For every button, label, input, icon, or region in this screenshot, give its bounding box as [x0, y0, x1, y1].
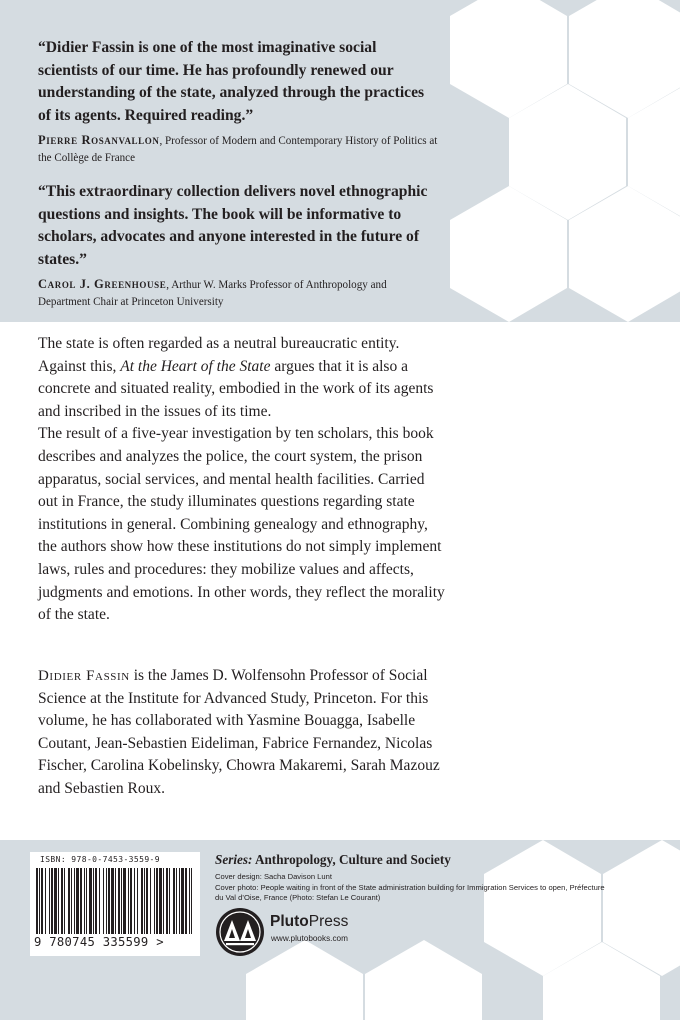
- barcode-bar: [106, 868, 107, 934]
- book-description: [38, 333, 448, 627]
- barcode-bar: [64, 868, 65, 934]
- barcode-bar: [163, 868, 164, 934]
- barcode-bar: [189, 868, 190, 934]
- barcode-bar: [61, 868, 63, 934]
- barcode-bar: [108, 868, 110, 934]
- barcode-bar: [111, 868, 114, 934]
- quote-author: Carol J. Greenhouse: [38, 277, 167, 291]
- publisher-name-bold: Pluto: [270, 913, 309, 930]
- barcode-bar: [141, 868, 143, 934]
- author-bio: [38, 665, 448, 801]
- barcode-bar: [159, 868, 162, 934]
- barcode-bar: [99, 868, 100, 934]
- barcode-bar: [123, 868, 126, 934]
- barcode-bar: [93, 868, 94, 934]
- barcode-bar: [51, 868, 53, 934]
- publisher-url: www.plutobooks.com: [271, 934, 348, 943]
- quote-affiliation: , Arthur W. Marks Professor of Anthropology and Department Chair at Princeton University: [38, 279, 387, 308]
- barcode-bar: [36, 868, 38, 934]
- series-label: Series:: [215, 852, 253, 867]
- barcode-bar: [121, 868, 122, 934]
- barcode-bar: [156, 868, 158, 934]
- quote-attribution: [38, 132, 438, 167]
- endorsement-quote: [38, 37, 438, 167]
- barcode-bar: [169, 868, 170, 934]
- cover-design-credit: Cover design: Sacha Davison Lunt: [215, 872, 332, 881]
- barcode-bar: [154, 868, 155, 934]
- barcode-bar: [103, 868, 104, 934]
- barcode-bars: [36, 868, 194, 934]
- barcode-bar: [74, 868, 75, 934]
- barcode-bar: [89, 868, 92, 934]
- quote-text: “Didier Fassin is one of the most imaginative social scientists of our time. He has profoundly renewed our understanding of the state, analyzed through the practices of its agents. Required reading.”: [38, 39, 425, 124]
- barcode-bar: [86, 868, 87, 934]
- barcode-bar: [150, 868, 151, 934]
- barcode-bar: [128, 868, 129, 934]
- barcode-bar: [39, 868, 40, 934]
- description-paragraph: The result of a five-year investigation by ten scholars, this book describes and analyzes the police, the court system, the prison apparatus, social services, and mental health facilities. Carried out in France, the study illuminates questions regarding state institutions in general. Combining genealogy and ethnography, the authors show how these institutions do not simply implement laws, rules and procedures: they mobilize values and affects, judgments and emotions. In other words, they reflect the morality of the state.: [38, 425, 445, 624]
- barcode-bar: [173, 868, 175, 934]
- barcode-bar: [130, 868, 132, 934]
- book-title: At the Heart of the State: [120, 357, 271, 375]
- quote-attribution: [38, 276, 438, 311]
- barcode-bar: [76, 868, 79, 934]
- barcode-bar: [95, 868, 97, 934]
- barcode-bar: [45, 868, 46, 934]
- publisher-name-regular: Press: [308, 913, 349, 930]
- isbn-label: ISBN: 978-0-7453-3559-9: [40, 855, 160, 864]
- author-bio-text: is the James D. Wolfensohn Professor of Social Science at the Institute for Advanced Study, Princeton. For this volume, he has collaborated with Yasmine Bouagga, Isabelle Coutant, Jean-Sebastien Eideliman, Fabrice Fernandez, Nicolas Fischer, Carolina Kobelinsky, Chowra Makaremi, Sarah Mazouz and Sebastien Roux.: [38, 667, 440, 797]
- barcode-bar: [146, 868, 148, 934]
- barcode-bar: [166, 868, 168, 934]
- quote-author: Pierre Rosanvallon: [38, 133, 160, 147]
- endorsement-quote: [38, 181, 438, 311]
- cover-photo-credit: Cover photo: People waiting in front of the State administration building for Immigration Services to open, Préfecture du Val d’Oise, France (Photo: Stefan Le Courant): [215, 882, 605, 903]
- isbn-barcode: [30, 852, 200, 956]
- barcode-bar: [68, 868, 70, 934]
- barcode-bar: [118, 868, 120, 934]
- series-name: Anthropology, Culture and Society: [252, 852, 451, 867]
- quotes-band: [0, 0, 680, 322]
- barcode-bar: [137, 868, 138, 934]
- description-paragraph: [38, 333, 448, 423]
- pluto-press-logo-icon: [215, 907, 265, 957]
- barcode-bar: [54, 868, 57, 934]
- quote-affiliation: , Professor of Modern and Contemporary History of Politics at the Collège de France: [38, 135, 438, 164]
- barcode-bar: [144, 868, 145, 934]
- barcode-bar: [84, 868, 85, 934]
- description-text: The state is often regarded as a neutral bureaucratic entity. Against this,: [38, 335, 400, 375]
- barcode-bar: [181, 868, 184, 934]
- credits-block: [215, 852, 615, 904]
- description-text: argues that it is also a concrete and situated reality, embodied in the work of its agents and inscribed in the issues of its time.: [38, 357, 434, 420]
- barcode-bar: [80, 868, 82, 934]
- barcode-bar: [71, 868, 72, 934]
- author-name: Didier Fassin: [38, 668, 130, 684]
- barcode-bar: [134, 868, 135, 934]
- series-line: [215, 852, 615, 868]
- barcode-bar: [58, 868, 59, 934]
- barcode-bar: [115, 868, 116, 934]
- publisher-block: [215, 907, 415, 959]
- quote-text: “This extraordinary collection delivers novel ethnographic questions and insights. The book will be informative to scholars, advocates and anyone interested in the future of states.”: [38, 183, 428, 268]
- barcode-bar: [49, 868, 50, 934]
- barcode-bar: [191, 868, 192, 934]
- author-bio-paragraph: [38, 665, 448, 801]
- barcode-digits: 9 780745 335599 >: [34, 935, 164, 949]
- barcode-bar: [179, 868, 180, 934]
- barcode-bar: [176, 868, 177, 934]
- barcode-bar: [41, 868, 43, 934]
- publisher-name: [270, 913, 348, 931]
- barcode-bar: [185, 868, 187, 934]
